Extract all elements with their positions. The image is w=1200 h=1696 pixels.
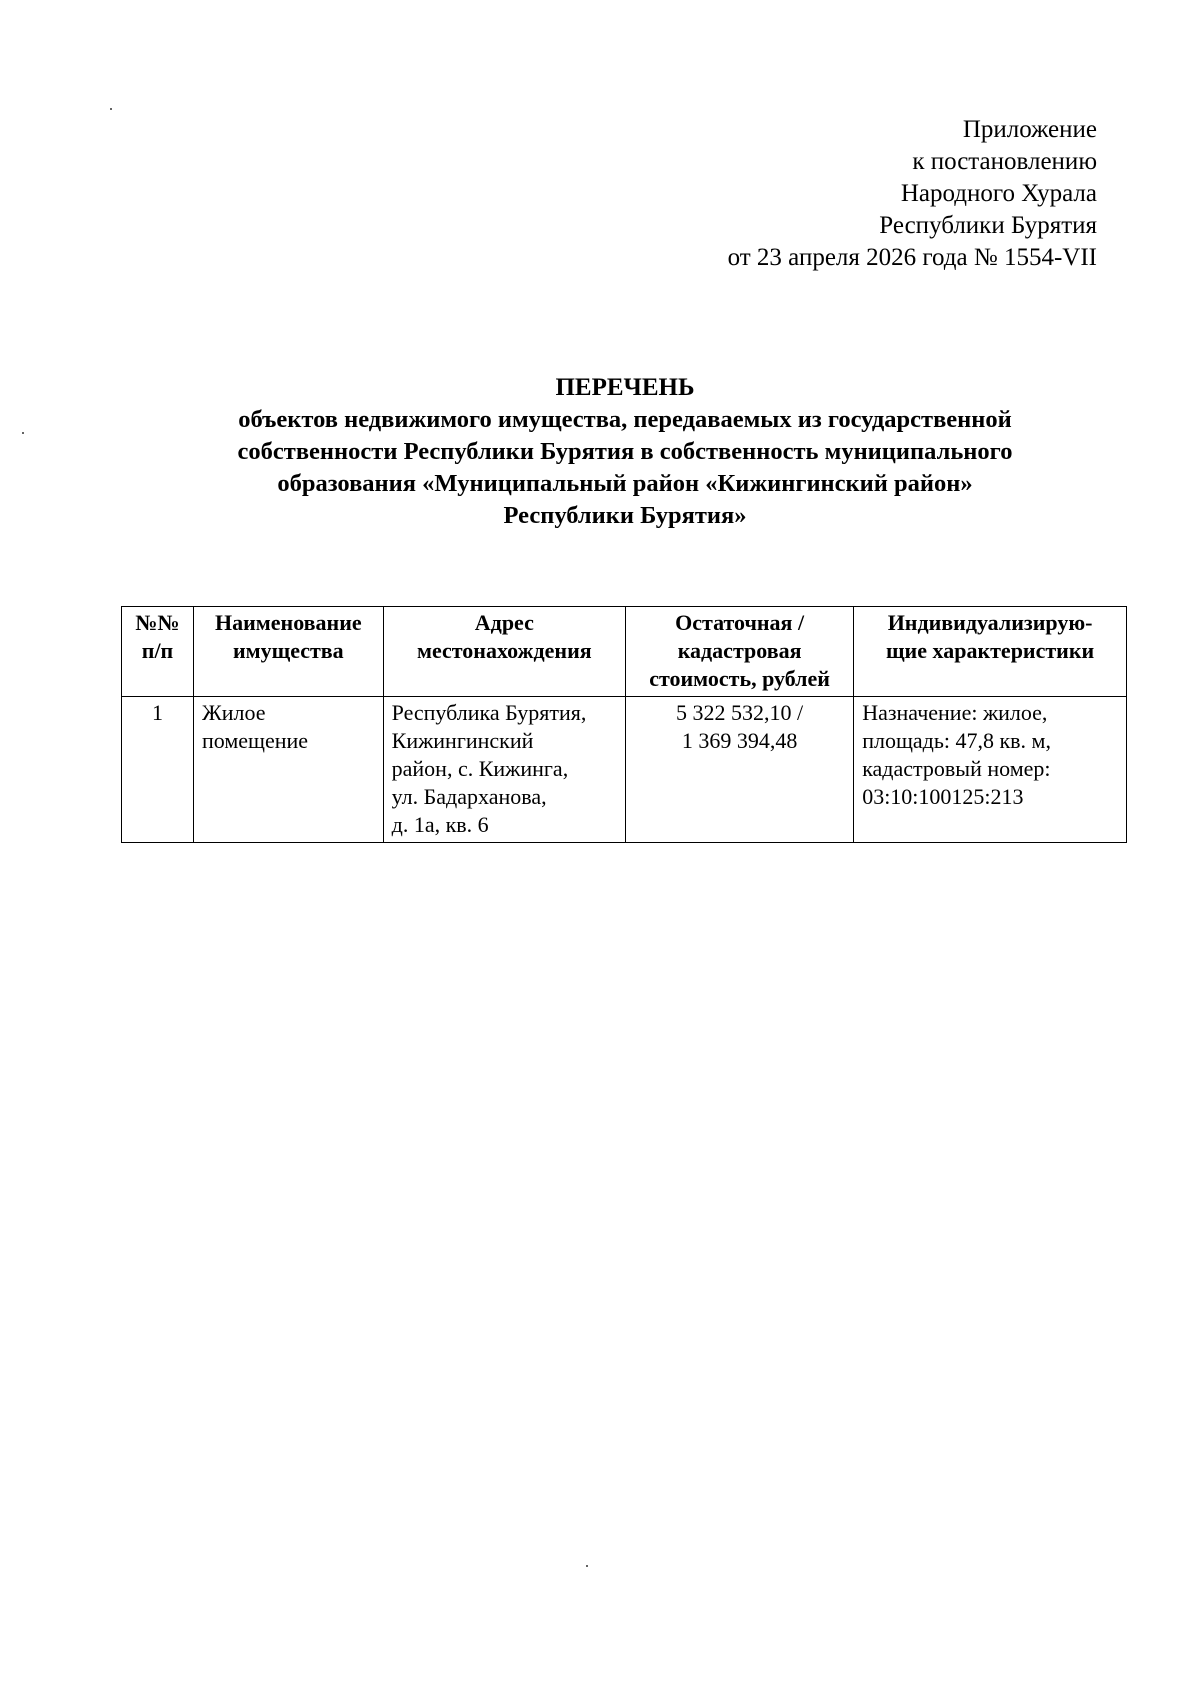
title-sub-line: Республики Бурятия» bbox=[503, 502, 747, 529]
header-number: №№ п/п bbox=[122, 607, 194, 697]
title-sub-line: объектов недвижимого имущества, передаваемых из государственной bbox=[238, 406, 1012, 433]
table-header bbox=[122, 607, 1127, 697]
property-table bbox=[121, 606, 1127, 843]
cell-number: 1 bbox=[122, 697, 194, 843]
title-sub-line: собственности Республики Бурятия в собственность муниципального bbox=[237, 438, 1013, 465]
cell-cost: 5 322 532,10 / 1 369 394,48 bbox=[626, 697, 854, 843]
annex-line: от 23 апреля 2026 года № 1554-VII bbox=[727, 244, 1097, 271]
scan-speck bbox=[22, 432, 24, 434]
title-sub-line: образования «Муниципальный район «Кижингинский район» bbox=[277, 470, 973, 497]
annex-line: Приложение bbox=[962, 116, 1097, 143]
annex-line: к постановлению bbox=[912, 148, 1097, 175]
table-body bbox=[122, 697, 1127, 843]
header-address: Адрес местонахождения bbox=[383, 607, 625, 697]
scan-speck bbox=[110, 108, 112, 110]
header-row bbox=[122, 607, 1127, 697]
annex-line: Республики Бурятия bbox=[879, 212, 1097, 239]
annex-header bbox=[728, 114, 1097, 274]
title-main: ПЕРЕЧЕНЬ bbox=[555, 374, 695, 401]
scan-speck bbox=[586, 1565, 588, 1567]
annex-line: Народного Хурала bbox=[900, 180, 1097, 207]
cell-name: Жилое помещение bbox=[194, 697, 384, 843]
document-title bbox=[120, 372, 1130, 532]
header-name: Наименование имущества bbox=[194, 607, 384, 697]
cell-address: Республика Бурятия, Кижингинский район, с. Кижинга, ул. Бадарханова, д. 1а, кв. 6 bbox=[383, 697, 625, 843]
header-characteristics: Индивидуализирую- щие характеристики bbox=[854, 607, 1127, 697]
cell-characteristics: Назначение: жилое, площадь: 47,8 кв. м, кадастровый номер: 03:10:100125:213 bbox=[854, 697, 1127, 843]
table-row bbox=[122, 697, 1127, 843]
header-cost: Остаточная / кадастровая стоимость, рублей bbox=[626, 607, 854, 697]
